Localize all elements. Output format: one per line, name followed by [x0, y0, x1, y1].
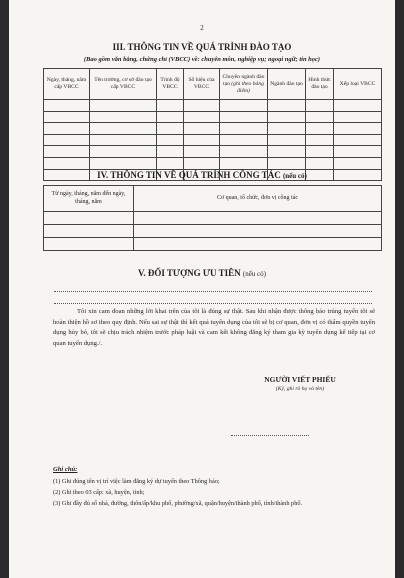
- table-row: [44, 134, 382, 146]
- col-header-major: Ngành đào tạo: [268, 69, 306, 100]
- signer-note: (Ký, ghi rõ họ và tên): [275, 386, 325, 392]
- notes-title: Ghi chú:: [53, 466, 78, 473]
- note-item: (3) Ghi đầy đủ số nhà, đường, thôn/ấp/khu phố, phường/xã, quận/huyện/thành phố, tỉnh/thành phố.: [53, 500, 303, 507]
- fill-line[interactable]: [54, 291, 372, 293]
- col-header-grade: Xếp loại VBCC: [334, 69, 382, 100]
- training-table: [43, 68, 382, 181]
- work-history-table: [43, 185, 382, 251]
- col-header-organization: Cơ quan, tổ chức, đơn vị công tác: [134, 186, 382, 212]
- col-header-specialty: Chuyên ngành đào tạo (ghi theo bảng điểm): [220, 69, 268, 100]
- document-page: [9, 0, 395, 578]
- section-4-title: IV. THÔNG TIN VỀ QUÁ TRÌNH CÔNG TÁC (nếu có): [97, 170, 307, 180]
- col-header-level: Trình độ VBCC: [157, 69, 184, 100]
- section-5-title: V. ĐỐI TƯỢNG ƯU TIÊN (nếu có): [138, 268, 266, 278]
- table-row: [44, 100, 382, 112]
- fill-line[interactable]: [54, 303, 372, 305]
- col-header-period: Từ ngày, tháng, năm đến ngày, tháng, năm: [44, 186, 134, 212]
- table-row: [44, 123, 382, 135]
- table-row: [44, 225, 382, 238]
- table-row: [44, 111, 382, 123]
- col-header-number: Số hiệu của VBCC: [184, 69, 220, 100]
- table-header-row: [44, 186, 382, 212]
- table-row: [44, 212, 382, 225]
- declaration-text: Tôi xin cam đoan những lời khai trên của tôi là đúng sự thật. Sau khi nhận được thông báo trúng tuyển tôi sẽ hoàn thiện hồ sơ theo quy định. Nếu sai sự thật thì kết quả tuyển dụng của tôi sẽ bị cơ quan, đơn vị có thẩm quyền tuyển dụng hủy bỏ, tôi sẽ chịu trách nhiệm trước pháp luật và cam kết không đăng ký tham gia kỳ tuyển dụng kế tiếp tại cơ quan tuyển dụng./.: [53, 308, 375, 348]
- col-header-institution: Tên trường, cơ sở đào tạo cấp VBCC: [90, 69, 157, 100]
- table-row: [44, 146, 382, 158]
- page-number: 2: [200, 24, 204, 32]
- section-3-title: III. THÔNG TIN VỀ QUÁ TRÌNH ĐÀO TẠO: [112, 42, 292, 52]
- table-header-row: [44, 69, 382, 100]
- table-row: [44, 238, 382, 251]
- table-row: [44, 157, 382, 169]
- signature-line[interactable]: [231, 435, 309, 437]
- col-header-mode: Hình thức đào tạo: [306, 69, 334, 100]
- note-item: (2) Ghi theo 03 cấp: xã, huyện, tỉnh;: [53, 489, 145, 496]
- col-header-date: Ngày, tháng, năm cấp VBCC: [44, 69, 90, 100]
- section-3-subtitle: (Bao gồm văn bằng, chứng chỉ (VBCC) về: chuyên môn, nghiệp vụ; ngoại ngữ; tin học): [83, 56, 321, 63]
- note-item: (1) Ghi đúng tên vị trí việc làm đăng ký dự tuyển theo Thông báo;: [53, 478, 220, 485]
- signer-title: NGƯỜI VIẾT PHIẾU: [264, 375, 336, 384]
